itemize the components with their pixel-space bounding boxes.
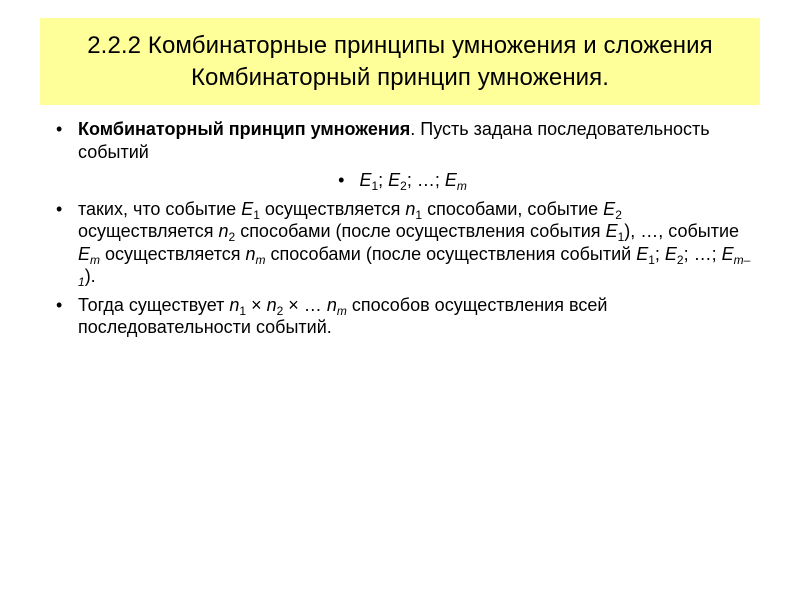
bullet-icon: • bbox=[56, 119, 63, 139]
conditions-text: таких, что событие $E_1$ осуществляется $n_1$ способами, событие $E_2$ осуществляется $n_2$ способами (после осуществления события $E_1$), …, событие $E_m$ осуществляется $n_m$ способами (после осуществления событий $E_1$; $E_2$; …; $E_{m-1}$). bbox=[78, 198, 751, 289]
bullet-conclusion bbox=[50, 294, 755, 339]
principle-name: Комбинаторный принцип умножения bbox=[78, 119, 411, 139]
conclusion-text: Тогда существует $n_1 \times n_2$ × … $n_m$ способов осуществления всей последовательности событий. bbox=[78, 294, 608, 337]
bullet-event-sequence bbox=[50, 169, 755, 192]
title-line-2: Комбинаторный принцип умножения. bbox=[190, 63, 610, 91]
bullet-icon: • bbox=[56, 198, 63, 219]
bullet-principle bbox=[50, 118, 755, 163]
bullet-icon: • bbox=[56, 294, 63, 315]
content-body bbox=[50, 118, 755, 345]
event-sequence-formula: $E_1$; $E_2$; …; $E_m$ bbox=[359, 170, 467, 193]
bullet-icon: • bbox=[338, 170, 345, 190]
principle-text: . Пусть задана последовательность событий bbox=[78, 119, 710, 162]
title-line-1: 2.2.2 Комбинаторные принципы умножения и сложения bbox=[87, 31, 713, 59]
title-box bbox=[40, 18, 760, 105]
bullet-conditions bbox=[50, 198, 755, 288]
